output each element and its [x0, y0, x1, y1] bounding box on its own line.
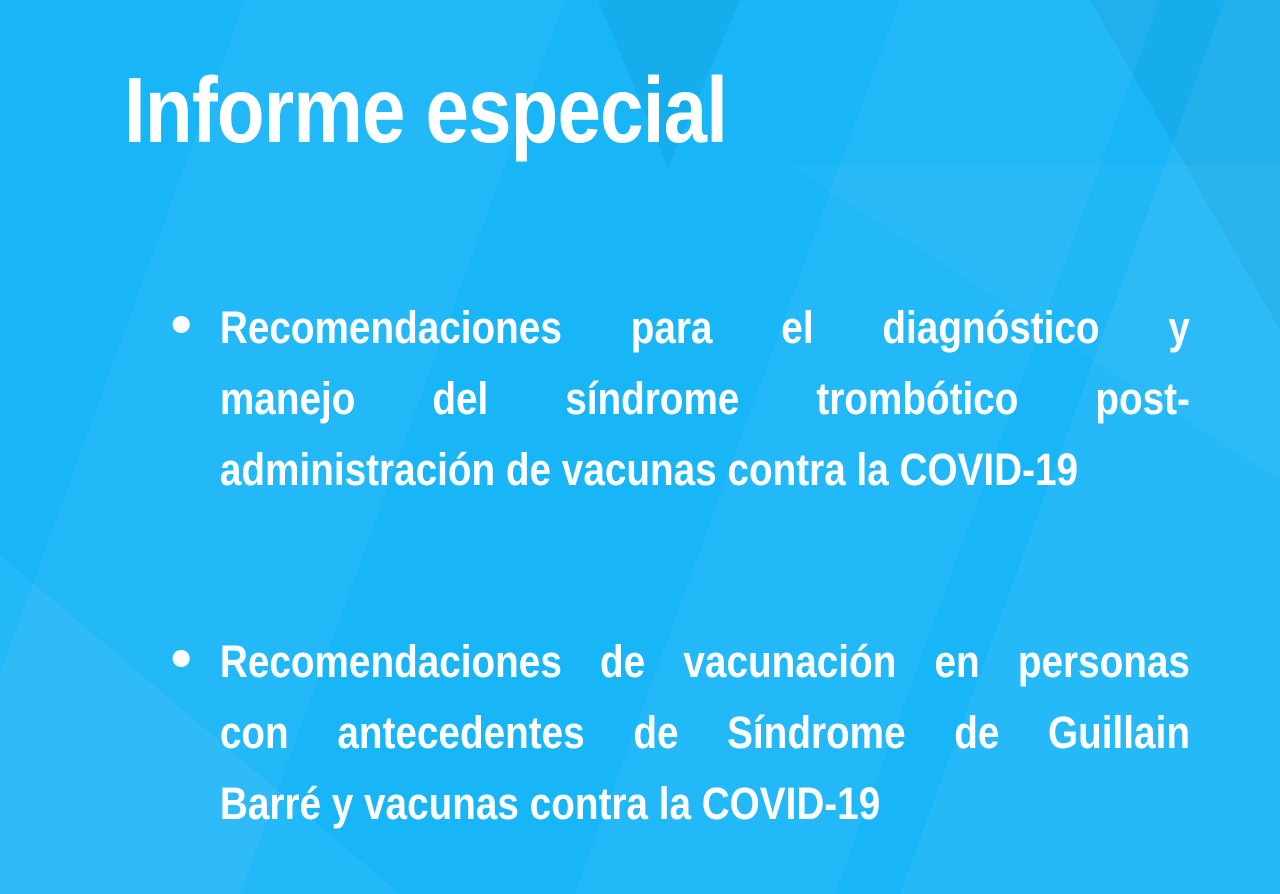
list-item: [170, 292, 1190, 505]
list-item: [170, 626, 1190, 839]
bullet-list: [170, 292, 1190, 839]
bullet-icon: [173, 316, 190, 333]
bullet-line: manejo del síndrome trombótico post-: [219, 373, 1190, 424]
page-title: Informe especial: [124, 58, 728, 162]
bullet-line: Barré y vacunas contra la COVID-19: [219, 778, 881, 829]
bullet-icon: [173, 650, 190, 667]
bullet-line: Recomendaciones para el diagnóstico y: [219, 302, 1190, 353]
bullet-line: con antecedentes de Síndrome de Guillain: [219, 707, 1190, 758]
bullet-line: administración de vacunas contra la COVID-19: [219, 444, 1079, 495]
bullet-line: Recomendaciones de vacunación en personas: [219, 636, 1190, 687]
